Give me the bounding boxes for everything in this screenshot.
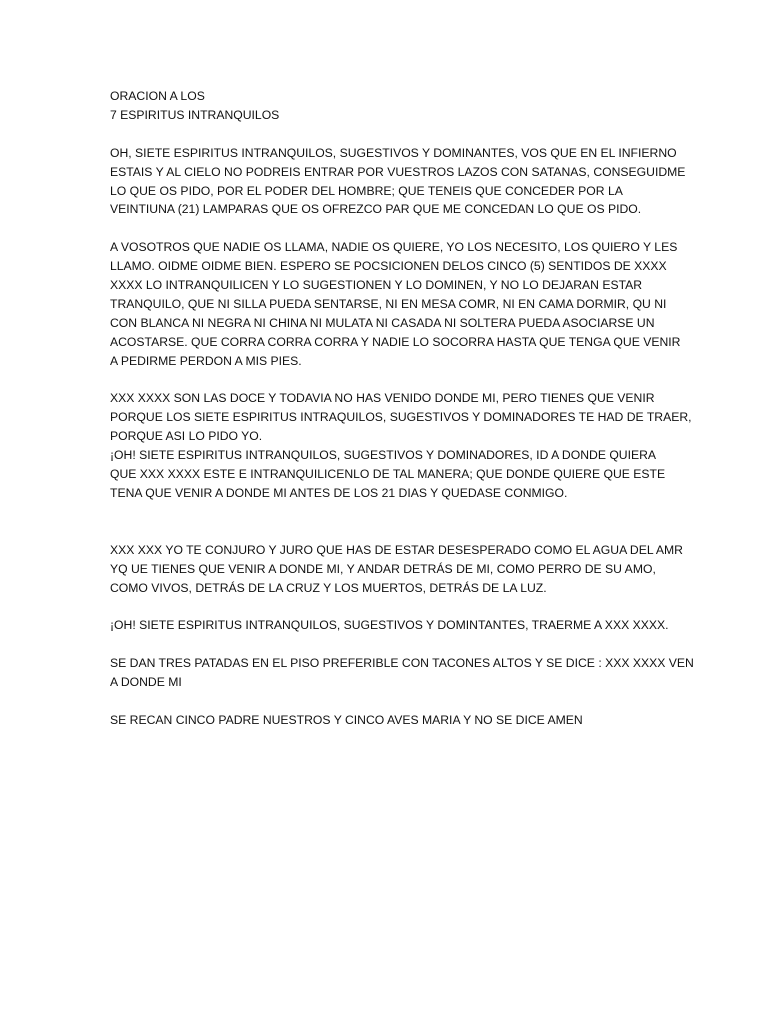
text-line: YQ UE TIENES QUE VENIR A DONDE MI, Y ANDAR DETRÁS DE MI, COMO PERRO DE SU AMO,: [110, 561, 656, 576]
paragraph-instruction-kicks: [110, 654, 694, 692]
text-line: ¡OH! SIETE ESPIRITUS INTRANQUILOS, SUGESTIVOS Y DOMINADORES, ID A DONDE QUIERA: [110, 448, 657, 463]
text-line: TENA QUE VENIR A DONDE MI ANTES DE LOS 21 DIAS Y QUEDASE CONMIGO.: [110, 485, 568, 500]
text-line: SE RECAN CINCO PADRE NUESTROS Y CINCO AVES MARIA Y NO SE DICE AMEN: [110, 712, 583, 727]
paragraph-instruction-prayers: [110, 711, 666, 730]
text-line: A DONDE MI: [110, 675, 182, 689]
text-line: ACOSTARSE. QUE CORRA CORRA CORRA Y NADIE LO SOCORRA HASTA QUE TENGA QUE VENIR: [110, 334, 681, 349]
paragraph-request: [110, 238, 681, 370]
text-line: ESTAIS Y AL CIELO NO PODREIS ENTRAR POR VUESTROS LAZOS CON SATANAS, CONSEGUIDME: [110, 164, 686, 179]
text-line: COMO VIVOS, DETRÁS DE LA CRUZ Y LOS MUERTOS, DETRÁS DE LA LUZ.: [110, 580, 547, 595]
text-line: LO QUE OS PIDO, POR EL PODER DEL HOMBRE; QUE TENEIS QUE CONCEDER POR LA: [110, 183, 623, 198]
paragraph-conjure: [110, 541, 683, 598]
paragraph-midnight: [110, 389, 692, 502]
text-line: SE DAN TRES PATADAS EN EL PISO PREFERIBLE CON TACONES ALTOS Y SE DICE : XXX XXXX VEN: [110, 656, 694, 671]
text-line: TRANQUILO, QUE NI SILLA PUEDA SENTARSE, NI EN MESA COMR, NI EN CAMA DORMIR, QU NI: [110, 296, 667, 311]
text-line: A VOSOTROS QUE NADIE OS LLAMA, NADIE OS QUIERE, YO LOS NECESITO, LOS QUIERO Y LES: [110, 240, 678, 255]
text-line: LLAMO. OIDME OIDME BIEN. ESPERO SE POCSICIONEN DELOS CINCO (5) SENTIDOS DE XXXX: [110, 259, 667, 274]
text-line: XXX XXX YO TE CONJURO Y JURO QUE HAS DE ESTAR DESESPERADO COMO EL AGUA DEL AMR: [110, 542, 683, 557]
text-line: PORQUE ASI LO PIDO YO.: [110, 429, 263, 444]
text-line: ¡OH! SIETE ESPIRITUS INTRANQUILOS, SUGESTIVOS Y DOMINTANTES, TRAERME A XXX XXXX.: [110, 618, 669, 633]
text-line: XXXX LO INTRANQUILICEN Y LO SUGESTIONEN Y LO DOMINEN, Y NO LO DEJARAN ESTAR: [110, 278, 643, 293]
paragraph-closing-invocation: [110, 616, 669, 635]
text-line: OH, SIETE ESPIRITUS INTRANQUILOS, SUGESTIVOS Y DOMINANTES, VOS QUE EN EL INFIERNO: [110, 145, 677, 160]
text-line: A PEDIRME PERDON A MIS PIES.: [110, 353, 302, 368]
text-line: CON BLANCA NI NEGRA NI CHINA NI MULATA NI CASADA NI SOLTERA PUEDA ASOCIARSE UN: [110, 315, 655, 330]
paragraph-invocation: [110, 144, 686, 220]
text-line: QUE XXX XXXX ESTE E INTRANQUILICENLO DE TAL MANERA; QUE DONDE QUIERE QUE ESTE: [110, 467, 666, 482]
text-line: VEINTIUNA (21) LAMPARAS QUE OS OFREZCO PAR QUE ME CONCEDAN LO QUE OS PIDO.: [110, 202, 642, 217]
text-line: PORQUE LOS SIETE ESPIRITUS INTRAQUILOS, SUGESTIVOS Y DOMINADORES TE HAD DE TRAER,: [110, 410, 692, 425]
text-line: XXX XXXX SON LAS DOCE Y TODAVIA NO HAS VENIDO DONDE MI, PERO TIENES QUE VENIR: [110, 391, 655, 406]
title-line-1: ORACION A LOS: [110, 89, 205, 103]
title-line-2: 7 ESPIRITUS INTRANQUILOS: [110, 107, 280, 122]
document-body: [110, 87, 694, 730]
